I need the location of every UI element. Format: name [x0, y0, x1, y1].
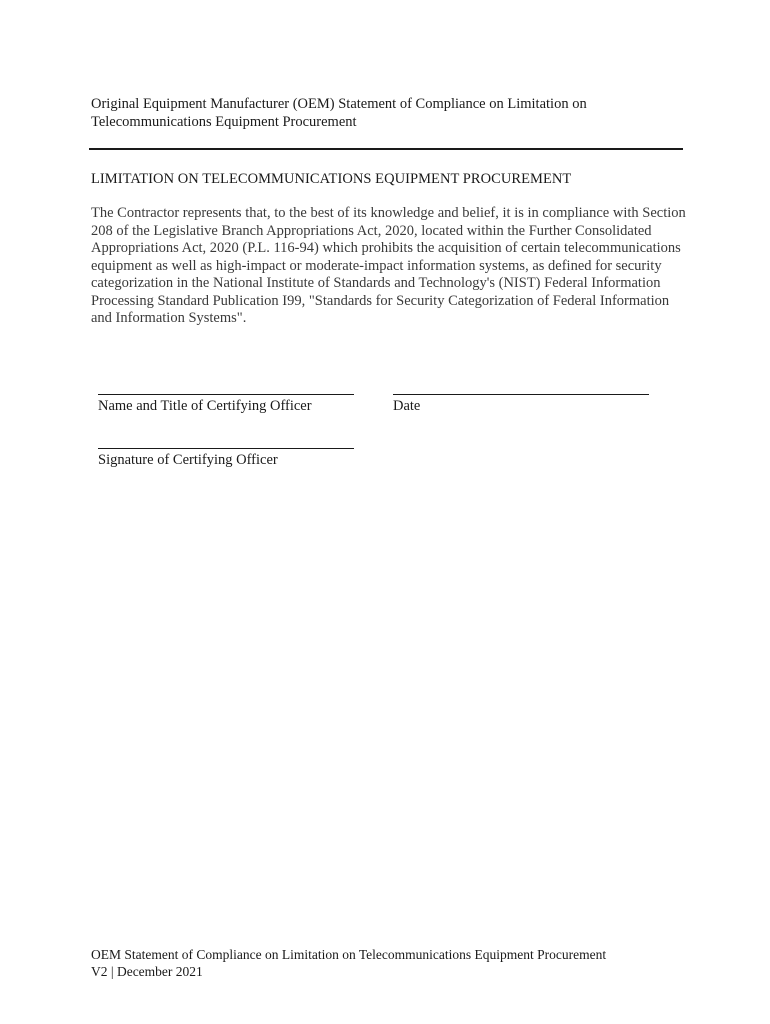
- signature-label: Signature of Certifying Officer: [98, 452, 278, 468]
- document-header: [91, 95, 681, 131]
- footer-title: OEM Statement of Compliance on Limitation on Telecommunications Equipment Procurement: [91, 947, 607, 962]
- document-title-line-1: Original Equipment Manufacturer (OEM) Statement of Compliance on Limitation on: [91, 96, 587, 112]
- date-label: Date: [393, 398, 421, 414]
- name-title-label: Name and Title of Certifying Officer: [98, 398, 312, 414]
- date-signature-line: [393, 394, 649, 395]
- compliance-statement: The Contractor represents that, to the best of its knowledge and belief, it is in compliance with Section 208 of the Legislative Branch Appropriations Act, 2020, located within the Further Consolidated Appropriations Act, 2020 (P.L. 116-94) which prohibits the acquisition of certain telecommunications equipment as well as high-impact or moderate-impact information systems, as defined for security categorization in the National Institute of Standards and Technology's (NIST) Federal Information Processing Standard Publication I99, "Standards for Security Categorization of Federal Information and Information Systems".: [91, 205, 686, 326]
- document-title-line-2: Telecommunications Equipment Procurement: [91, 114, 357, 130]
- signature-line: [98, 448, 354, 449]
- name-title-signature-line: [98, 394, 354, 395]
- footer-version: V2 | December 2021: [91, 964, 203, 979]
- section-title: LIMITATION ON TELECOMMUNICATIONS EQUIPMENT PROCUREMENT: [91, 171, 572, 187]
- document-footer: [91, 946, 691, 980]
- header-divider: [89, 148, 683, 150]
